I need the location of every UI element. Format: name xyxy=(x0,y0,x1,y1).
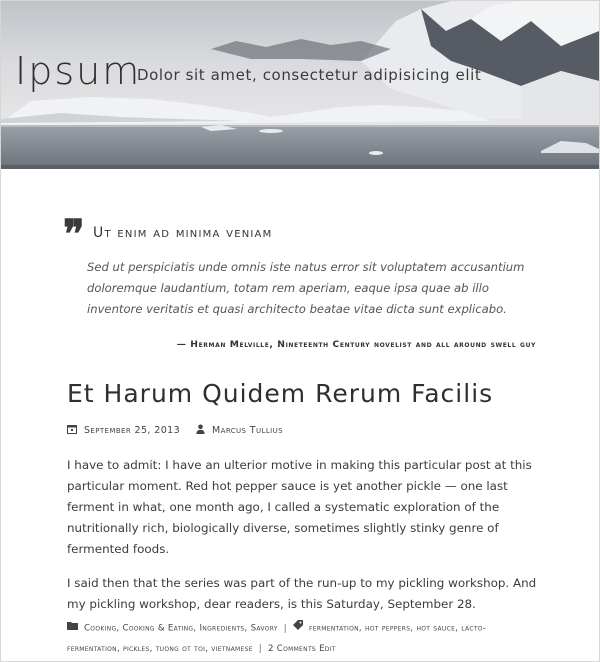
category-link[interactable]: Ingredients xyxy=(199,623,245,634)
quote-citation: — Herman Melville, Nineteenth Century novelist and all around swell guy xyxy=(176,339,536,350)
tag-link[interactable]: pickles xyxy=(123,643,150,654)
calendar-icon xyxy=(67,424,77,437)
post-paragraph: I said then that the series was part of the run-up to my pickling workshop. And my pickling workshop, dear readers, is this Saturday, September 28. xyxy=(67,576,537,611)
site-tagline: Dolor sit amet, consectetur adipisicing elit xyxy=(137,66,482,84)
tag-link[interactable]: hot sauce xyxy=(416,623,456,634)
post-content xyxy=(67,455,537,628)
quote-body: Sed ut perspiciatis unde omnis iste natus error sit voluptatem accusantium doloremque laudantium, totam rem aperiam, eaque ipsa quae ab illo inventore veritatis et quasi architecto beatae vitae dicta sunt explicabo. xyxy=(87,260,525,316)
post-date[interactable]: September 25, 2013 xyxy=(84,424,181,436)
category-link[interactable]: Cooking & Eating xyxy=(122,623,194,634)
post-meta xyxy=(67,422,283,438)
post-title[interactable]: Et Harum Quidem Rerum Facilis xyxy=(67,379,494,408)
quote-title[interactable]: Ut enim ad minima veniam xyxy=(93,225,273,241)
folder-icon xyxy=(67,618,78,638)
person-icon xyxy=(196,424,205,437)
category-link[interactable]: Cooking xyxy=(84,623,117,634)
post-paragraph: I have to admit: I have an ulterior motive in making this particular post at this particular moment. Red hot pepper sauce is yet another pickle — one last ferment in what, one month ago, I called a systematic exploration of the nutritionally rich, biologically diverse, sometimes slightly stinky genre of fermented foods. xyxy=(67,458,532,556)
category-link[interactable]: Savory xyxy=(250,623,278,634)
post-footer-meta: Cooking, Cooking & Eating, Ingredients, Savory | fermentation, hot peppers, hot sauce, lacto-fermentation, pickles, tuong ot toi, vietnamese | 2 Comments Edit xyxy=(67,618,537,659)
tag-link[interactable]: hot peppers xyxy=(365,623,411,634)
post-author[interactable]: Marcus Tullius xyxy=(212,424,283,436)
site-title[interactable]: Ipsum xyxy=(15,49,142,93)
tag-link[interactable]: fermentation xyxy=(308,623,359,634)
tag-icon xyxy=(293,618,303,638)
comments-link[interactable]: 2 Comments xyxy=(267,643,317,654)
header-divider xyxy=(1,165,599,169)
quote-icon: ❞ xyxy=(63,211,85,258)
tag-link[interactable]: tuong ot toi xyxy=(155,643,206,654)
tag-link[interactable]: vietnamese xyxy=(211,643,253,654)
edit-link[interactable]: Edit xyxy=(319,643,336,654)
site-header xyxy=(1,1,599,169)
tag-link[interactable]: lacto-fermentation xyxy=(67,623,487,654)
